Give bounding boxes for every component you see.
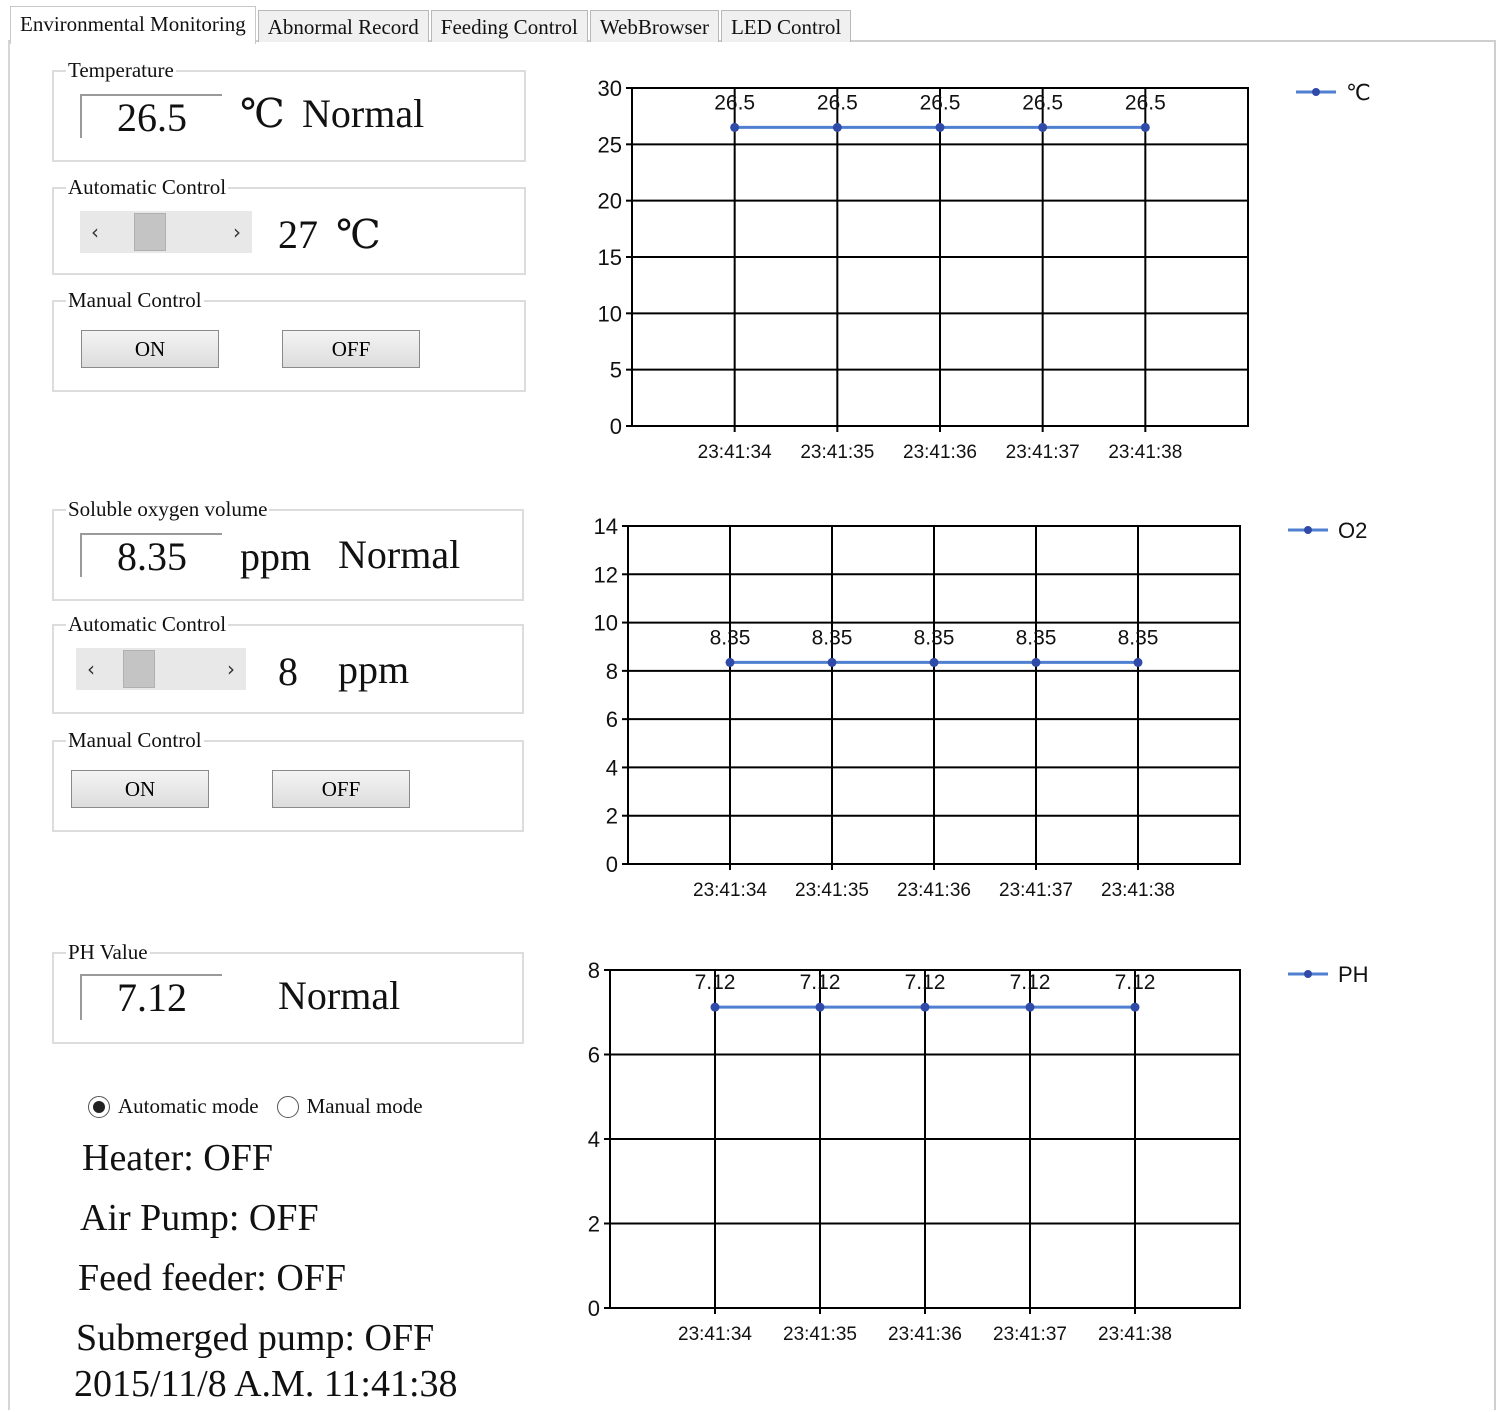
oxygen-group — [52, 497, 524, 601]
legend-label: PH — [1338, 962, 1369, 987]
oxygen-value-display: 8.35 — [80, 533, 222, 577]
y-tick-label: 5 — [609, 357, 622, 383]
x-tick-label: 23:41:34 — [693, 880, 767, 901]
legend-marker — [1304, 970, 1312, 978]
temperature-setpoint-unit: ℃ — [336, 212, 381, 257]
y-tick-label: 12 — [593, 562, 618, 588]
x-tick-label: 23:41:38 — [1108, 442, 1183, 463]
ph-value-display: 7.12 — [80, 974, 222, 1020]
data-point — [936, 123, 945, 132]
y-tick-label: 14 — [593, 514, 618, 539]
y-tick-label: 4 — [605, 755, 618, 781]
oxygen-setpoint-scrollbar[interactable] — [76, 648, 246, 690]
data-point — [816, 1003, 825, 1012]
data-point — [1131, 1003, 1140, 1012]
data-label: 8.35 — [1015, 626, 1057, 650]
x-tick-label: 23:41:38 — [1101, 880, 1175, 901]
data-label: 26.5 — [714, 91, 756, 115]
x-tick-label: 23:41:35 — [800, 442, 875, 463]
y-tick-label: 20 — [597, 188, 622, 214]
legend-marker — [1312, 88, 1320, 96]
feed-feeder-status: Feed feeder: OFF — [78, 1257, 347, 1299]
y-tick-label: 0 — [609, 414, 622, 439]
y-tick-label: 8 — [605, 658, 618, 684]
temperature-setpoint-scrollbar[interactable] — [80, 211, 252, 253]
oxygen-status: Normal — [338, 532, 461, 577]
temperature-unit: ℃ — [240, 91, 285, 136]
x-tick-label: 23:41:37 — [1005, 442, 1080, 463]
data-label: 8.35 — [913, 626, 955, 650]
y-tick-label: 6 — [605, 707, 618, 733]
automatic-mode-label[interactable]: Automatic mode — [118, 1094, 259, 1118]
data-label: 7.12 — [1114, 971, 1156, 995]
y-tick-label: 10 — [593, 610, 618, 636]
temperature-setpoint-value: 27 — [278, 212, 318, 257]
y-tick-label: 8 — [587, 958, 600, 983]
data-point — [1038, 123, 1047, 132]
datetime-display: 2015/11/8 A.M. 11:41:38 — [74, 1363, 458, 1405]
data-label: 7.12 — [1009, 971, 1051, 995]
ph-chart — [560, 952, 1400, 1352]
data-label: 7.12 — [799, 971, 841, 995]
x-tick-label: 23:41:34 — [697, 442, 772, 463]
x-tick-label: 23:41:36 — [903, 442, 977, 463]
manual-mode-radio[interactable] — [277, 1096, 299, 1118]
data-label: 26.5 — [816, 91, 858, 115]
data-point — [1134, 658, 1143, 667]
x-tick-label: 23:41:34 — [678, 1324, 752, 1345]
y-tick-label: 30 — [597, 76, 622, 101]
temperature-chart — [570, 70, 1400, 470]
temperature-manual-control-group — [52, 288, 526, 392]
scrollbar-thumb[interactable] — [134, 213, 166, 251]
scroll-left-icon[interactable]: ‹ — [87, 657, 95, 681]
data-point — [921, 1003, 930, 1012]
x-tick-label: 23:41:35 — [795, 880, 869, 901]
heater-off-button[interactable]: OFF — [282, 330, 420, 368]
x-tick-label: 23:41:37 — [993, 1324, 1067, 1345]
y-tick-label: 2 — [605, 803, 618, 829]
oxygen-unit: ppm — [240, 534, 312, 579]
oxygen-manual-control-title: Manual Control — [68, 728, 202, 752]
automatic-mode-radio[interactable] — [88, 1096, 110, 1118]
data-point — [1032, 658, 1041, 667]
oxygen-auto-control-group — [52, 612, 524, 714]
ph-status: Normal — [278, 973, 401, 1018]
x-tick-label: 23:41:37 — [999, 880, 1073, 901]
y-tick-label: 4 — [587, 1127, 600, 1152]
data-point — [930, 658, 939, 667]
y-tick-label: 10 — [597, 301, 622, 327]
x-tick-label: 23:41:36 — [888, 1324, 962, 1345]
data-point — [1026, 1003, 1035, 1012]
y-tick-label: 0 — [587, 1296, 600, 1321]
data-point — [711, 1003, 720, 1012]
air-pump-status: Air Pump: OFF — [80, 1197, 319, 1239]
oxygen-manual-control-group — [52, 728, 524, 832]
data-label: 8.35 — [811, 626, 853, 650]
y-tick-label: 15 — [597, 245, 622, 270]
ph-group — [52, 940, 524, 1044]
x-tick-label: 23:41:36 — [897, 880, 971, 901]
data-label: 8.35 — [1117, 626, 1159, 650]
data-point — [828, 658, 837, 667]
tab-led-control[interactable]: LED Control — [721, 10, 851, 42]
data-label: 26.5 — [1124, 91, 1166, 115]
legend-marker — [1304, 526, 1312, 534]
tab-abnormal-record[interactable]: Abnormal Record — [258, 10, 429, 42]
data-point — [1141, 123, 1150, 132]
data-point — [730, 123, 739, 132]
tab-feeding-control[interactable]: Feeding Control — [431, 10, 588, 42]
x-tick-label: 23:41:35 — [783, 1324, 857, 1345]
manual-mode-label[interactable]: Manual mode — [306, 1094, 423, 1118]
submerged-pump-status: Submerged pump: OFF — [76, 1317, 435, 1359]
oxygen-setpoint-value: 8 — [278, 649, 298, 694]
y-tick-label: 2 — [587, 1211, 600, 1237]
temperature-group — [52, 58, 526, 162]
data-point — [833, 123, 842, 132]
data-point — [726, 658, 735, 667]
x-tick-label: 23:41:38 — [1098, 1324, 1172, 1345]
radio-selected-dot — [93, 1101, 105, 1113]
oxygen-setpoint-unit: ppm — [338, 647, 410, 692]
temperature-value-display: 26.5 — [80, 94, 222, 138]
tab-webbrowser[interactable]: WebBrowser — [590, 10, 719, 42]
temperature-manual-control-title: Manual Control — [68, 288, 202, 312]
air-pump-off-button[interactable]: OFF — [272, 770, 410, 808]
heater-on-button[interactable]: ON — [81, 330, 219, 368]
temperature-status: Normal — [302, 91, 425, 136]
temperature-auto-control-group — [52, 175, 526, 275]
scroll-right-icon[interactable]: › — [227, 657, 235, 681]
legend-label: O2 — [1338, 518, 1368, 543]
data-label: 26.5 — [919, 91, 961, 115]
scrollbar-thumb[interactable] — [123, 650, 155, 688]
tab-strip — [10, 6, 853, 42]
data-label: 8.35 — [709, 626, 751, 650]
mode-selector — [88, 1094, 423, 1119]
y-tick-label: 25 — [597, 132, 622, 158]
temperature-group-title: Temperature — [68, 58, 174, 82]
y-tick-label: 6 — [587, 1042, 600, 1068]
ph-group-title: PH Value — [68, 940, 148, 964]
oxygen-chart — [570, 508, 1400, 908]
data-label: 26.5 — [1022, 91, 1064, 115]
legend-label: ℃ — [1346, 80, 1371, 105]
oxygen-group-title: Soluble oxygen volume — [68, 497, 268, 521]
tab-environmental-monitoring[interactable]: Environmental Monitoring — [10, 6, 256, 44]
air-pump-on-button[interactable]: ON — [71, 770, 209, 808]
data-label: 7.12 — [694, 971, 736, 995]
scroll-right-icon[interactable]: › — [233, 220, 241, 244]
scroll-left-icon[interactable]: ‹ — [91, 220, 99, 244]
heater-status: Heater: OFF — [82, 1137, 274, 1179]
oxygen-auto-control-title: Automatic Control — [68, 612, 227, 636]
temperature-auto-control-title: Automatic Control — [68, 175, 227, 199]
y-tick-label: 0 — [605, 852, 618, 877]
data-label: 7.12 — [904, 971, 946, 995]
